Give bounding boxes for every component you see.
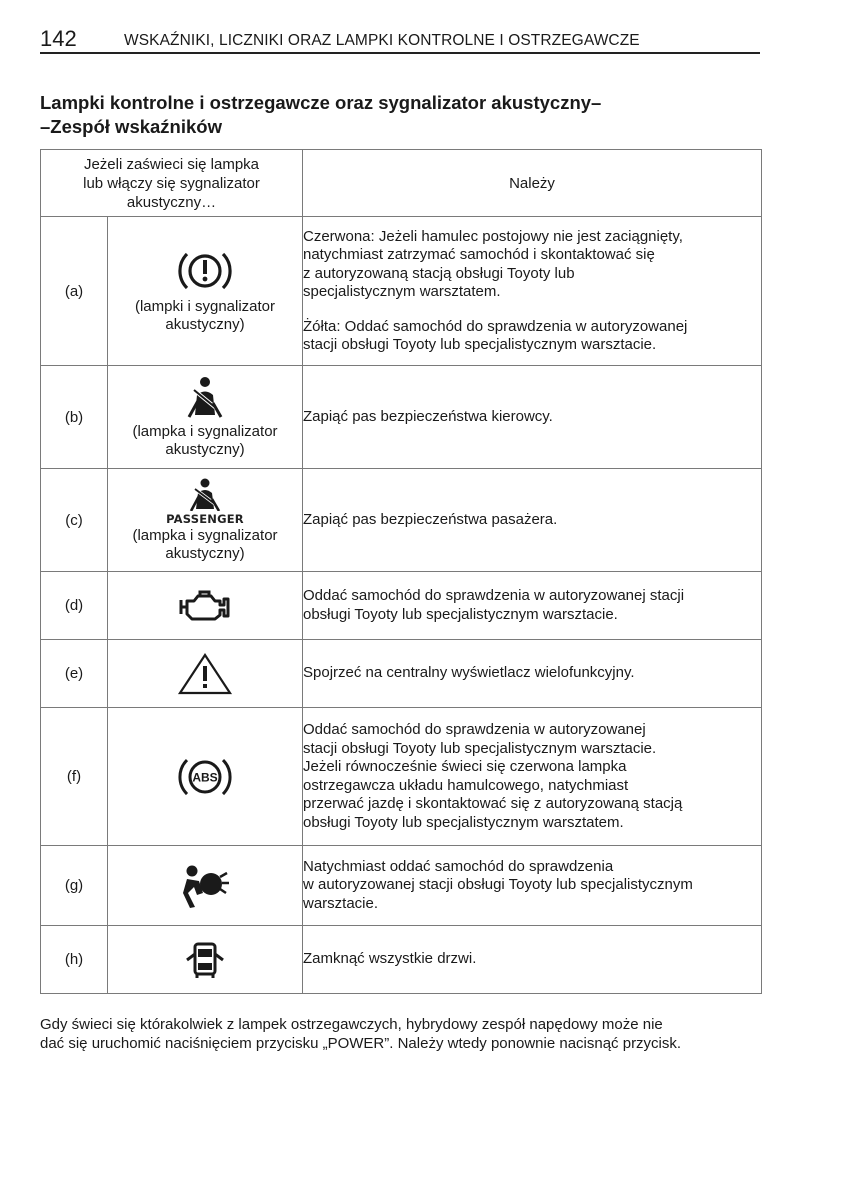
table-row [41, 640, 762, 708]
row-letter: (e) [41, 640, 108, 708]
action-cell: Natychmiast oddać samochód do sprawdzenia w autoryzowanej stacji obsługi Toyoty lub specjalistycznym warsztacie. [303, 846, 762, 926]
table-row [41, 926, 762, 994]
warning-lamps-table [40, 149, 762, 994]
running-title: WSKAŹNIKI, LICZNIKI ORAZ LAMPKI KONTROLNE I OSTRZEGAWCZE [124, 32, 640, 49]
icon-cell [108, 926, 303, 994]
icon-cell [108, 640, 303, 708]
row-letter: (f) [41, 708, 108, 846]
page-number: 142 [40, 26, 77, 51]
row-letter: (a) [41, 217, 108, 366]
icon-cell [108, 572, 303, 640]
abs-icon-label: ABS [192, 770, 218, 784]
section-title [40, 91, 760, 139]
page-header [40, 24, 760, 54]
table-header-row [41, 150, 762, 217]
door-open-icon [182, 940, 228, 980]
table-row [41, 708, 762, 846]
row-letter: (d) [41, 572, 108, 640]
footnote-line: Gdy świeci się którakolwiek z lampek ostrzegawczych, hybrydowy zespół napędowy może nie [40, 1016, 663, 1033]
icon-note: (lampki i sygnalizator akustyczny) [134, 297, 276, 333]
master-warning-icon [176, 651, 234, 697]
icon-cell [108, 469, 303, 572]
icon-note: (lampka i sygnalizator akustyczny) [132, 422, 278, 458]
condition-header: Jeżeli zaświeci się lampka lub włączy się sygnalizator akustyczny… [41, 150, 303, 217]
abs-icon [176, 754, 234, 800]
action-cell: Czerwona: Jeżeli hamulec postojowy nie jest zaciągnięty, natychmiast zatrzymać samochód i skontaktować się z autoryzowaną stacją obsługi Toyoty lub specjalistycznym warsztatem. Żółta: Oddać samochód do sprawdzenia w autoryzowanej stacji obsługi Toyoty lub specjalistycznym warsztacie. [303, 217, 762, 366]
action-cell: Spojrzeć na centralny wyświetlacz wielofunkcyjny. [303, 640, 762, 708]
seatbelt-icon [181, 375, 229, 419]
passenger-seatbelt-icon [185, 477, 225, 511]
icon-note: (lampka i sygnalizator akustyczny) [132, 526, 278, 562]
footnote [40, 1015, 761, 1053]
action-cell: Oddać samochód do sprawdzenia w autoryzowanej stacji obsługi Toyoty lub specjalistycznym warsztacie. Jeżeli równocześnie świeci się czerwona lampka ostrzegawcza układu hamulcowego, natychmiast przerwać jazdę i skontaktować się z autoryzowaną stacją obsługi Toyoty lub specjalistycznym warsztatem. [303, 708, 762, 846]
row-letter: (c) [41, 469, 108, 572]
section-title-line: –Zespół wskaźników [40, 116, 222, 137]
action-cell: Zapiąć pas bezpieczeństwa pasażera. [303, 469, 762, 572]
action-header: Należy [303, 150, 762, 217]
row-letter: (b) [41, 366, 108, 469]
table-row [41, 572, 762, 640]
table-row [41, 217, 762, 366]
check-engine-icon [177, 589, 233, 623]
icon-cell [108, 366, 303, 469]
icon-cell [108, 846, 303, 926]
icon-cell [108, 217, 303, 366]
footnote-line: dać się uruchomić naciśnięciem przycisku „POWER”. Należy wtedy ponownie nacisnąć przycisk. [40, 1035, 682, 1052]
icon-cell [108, 708, 303, 846]
row-letter: (h) [41, 926, 108, 994]
table-row [41, 846, 762, 926]
row-letter: (g) [41, 846, 108, 926]
header-rule [40, 52, 760, 54]
passenger-label: PASSENGER [166, 511, 244, 526]
action-cell: Zapiąć pas bezpieczeństwa kierowcy. [303, 366, 762, 469]
table-row [41, 366, 762, 469]
action-cell: Oddać samochód do sprawdzenia w autoryzowanej stacji obsługi Toyoty lub specjalistycznym warsztacie. [303, 572, 762, 640]
brake-warning-icon [176, 248, 234, 294]
table-row [41, 469, 762, 572]
section-title-line: Lampki kontrolne i ostrzegawcze oraz sygnalizator akustyczny– [40, 92, 602, 113]
action-cell: Zamknąć wszystkie drzwi. [303, 926, 762, 994]
airbag-icon [179, 863, 231, 909]
